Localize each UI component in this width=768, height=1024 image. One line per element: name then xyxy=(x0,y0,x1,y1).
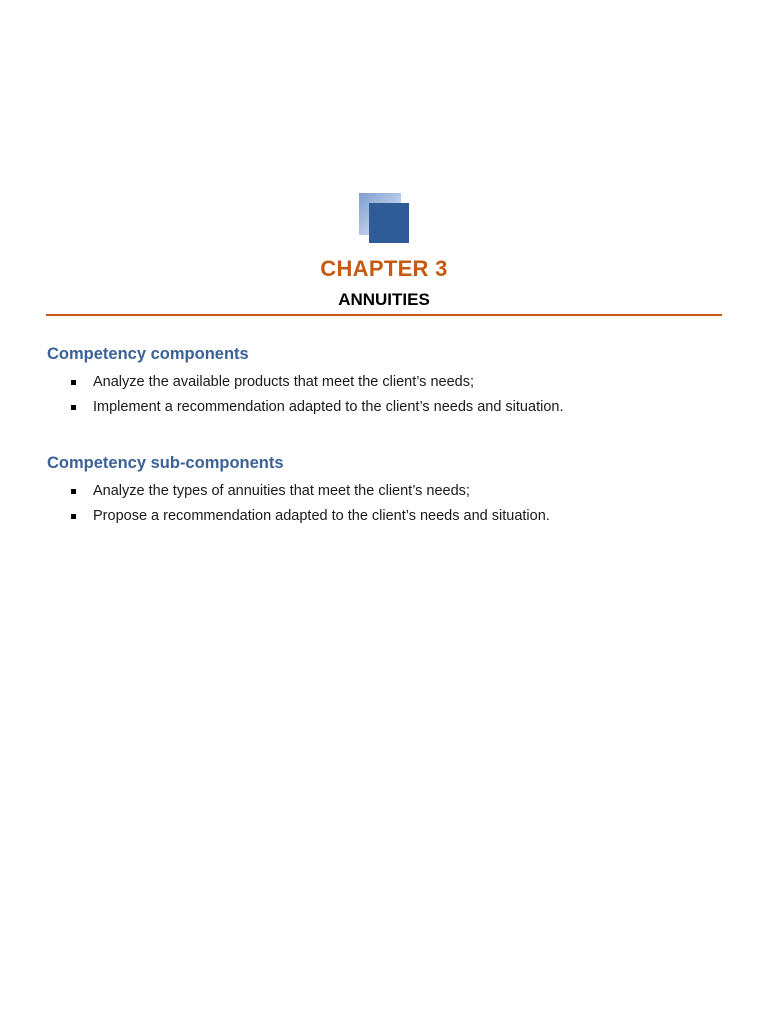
list-item-text: Analyze the available products that meet the client’s needs; xyxy=(93,374,474,390)
section-heading: Competency components xyxy=(47,345,249,363)
competency-sub-components-section xyxy=(47,453,727,529)
list-item xyxy=(47,479,727,504)
list-item-text: Propose a recommendation adapted to the client’s needs and situation. xyxy=(93,508,550,524)
list-item-text: Analyze the types of annuities that meet the client’s needs; xyxy=(93,483,470,499)
list-item xyxy=(47,504,727,529)
chapter-title: ANNUITIES xyxy=(338,290,430,309)
square-bullet-icon xyxy=(71,380,76,385)
logo-front-square xyxy=(369,203,409,243)
square-bullet-icon xyxy=(71,489,76,494)
list-item xyxy=(47,370,727,395)
bullet-list xyxy=(47,370,727,420)
chapter-number: CHAPTER 3 xyxy=(320,256,448,281)
square-bullet-icon xyxy=(71,405,76,410)
bullet-list xyxy=(47,479,727,529)
list-item xyxy=(47,395,727,420)
list-item-text: Implement a recommendation adapted to the client’s needs and situation. xyxy=(93,399,564,415)
competency-components-section xyxy=(47,344,727,420)
chapter-logo-icon xyxy=(359,193,411,245)
title-divider xyxy=(46,314,722,316)
section-heading: Competency sub-components xyxy=(47,454,284,472)
square-bullet-icon xyxy=(71,514,76,519)
